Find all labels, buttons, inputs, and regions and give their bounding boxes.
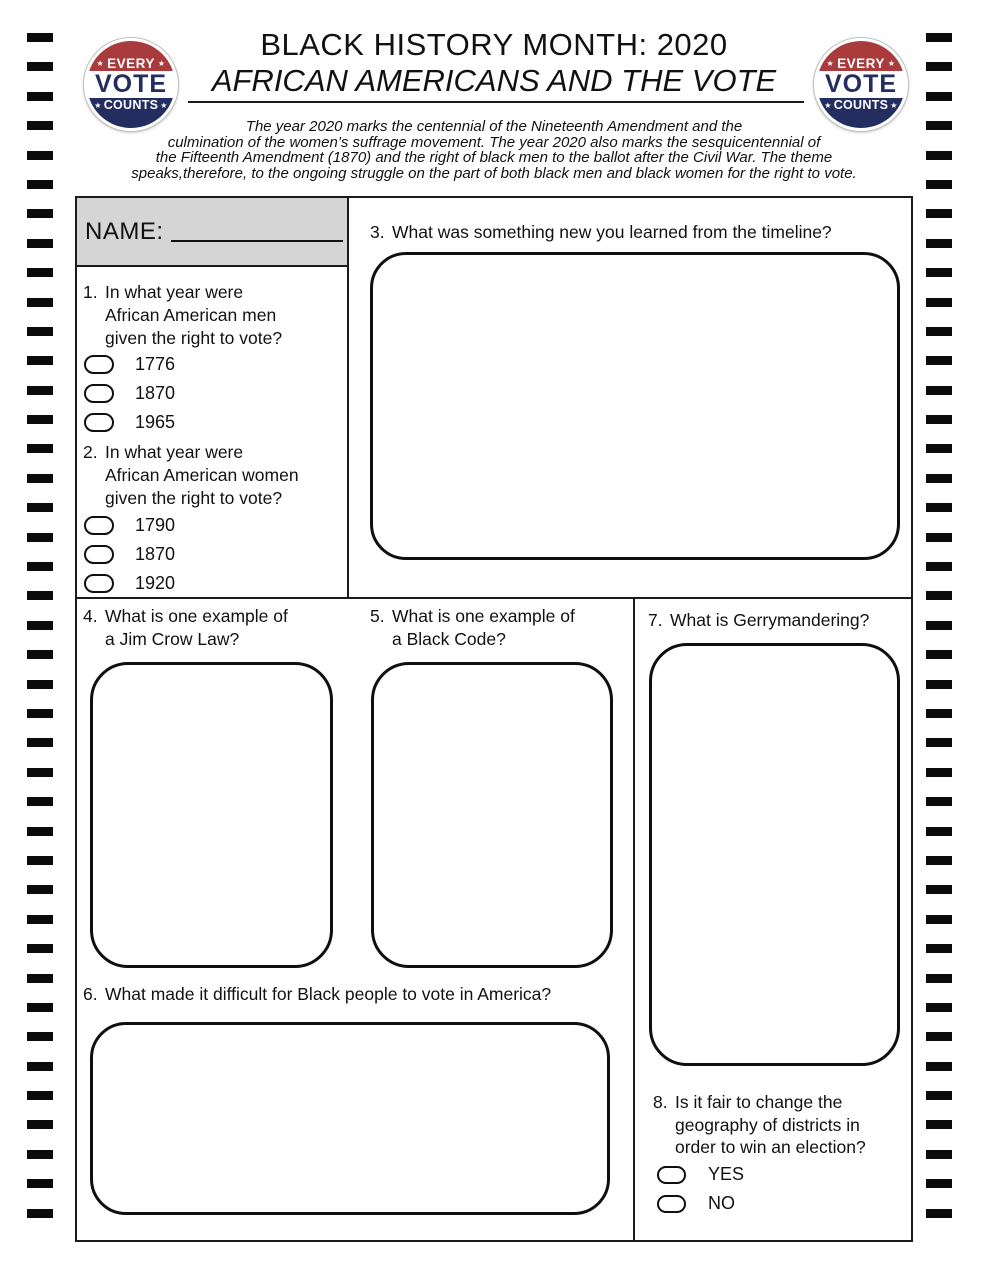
timing-mark — [926, 386, 952, 395]
timing-mark — [27, 768, 53, 777]
timing-mark — [27, 709, 53, 718]
timing-mark — [926, 298, 952, 307]
star-icon: ★ — [96, 59, 105, 69]
question-6-text: What made it difficult for Black people to vote in America? — [105, 984, 552, 1004]
intro-line: The year 2020 marks the centennial of the Nineteenth Amendment and the — [245, 118, 743, 135]
answer-box-q3[interactable] — [370, 252, 900, 560]
star-icon: ★ — [824, 100, 832, 110]
ballot-timing-marks-right — [926, 33, 952, 1218]
badge-vote-label: VOTE — [824, 69, 898, 98]
timing-mark — [926, 533, 952, 542]
question-3-text: What was something new you learned from the timeline? — [392, 222, 832, 242]
question-3-number: 3. — [370, 222, 385, 242]
question-1-number: 1. — [83, 282, 98, 302]
option-1920[interactable]: 1920 — [84, 573, 175, 594]
timing-mark — [926, 650, 952, 659]
option-1965[interactable]: 1965 — [84, 412, 175, 433]
grid-divider-vertical-bottom — [633, 597, 635, 1242]
star-icon: ★ — [887, 59, 896, 69]
timing-mark — [27, 180, 53, 189]
timing-mark — [926, 562, 952, 571]
timing-mark — [27, 415, 53, 424]
timing-mark — [926, 415, 952, 424]
timing-mark — [926, 885, 952, 894]
answer-box-q6[interactable] — [90, 1022, 610, 1215]
timing-mark — [27, 738, 53, 747]
timing-mark — [27, 356, 53, 365]
question-6 — [83, 983, 551, 1006]
timing-mark — [926, 591, 952, 600]
timing-mark — [27, 974, 53, 983]
badge-top-label: EVERY — [837, 56, 885, 72]
timing-mark — [27, 944, 53, 953]
timing-mark — [27, 885, 53, 894]
ballot-oval-icon[interactable] — [84, 355, 114, 374]
timing-mark — [926, 974, 952, 983]
timing-mark — [926, 1003, 952, 1012]
every-vote-counts-badge-left — [84, 38, 178, 131]
ballot-oval-icon[interactable] — [84, 574, 114, 593]
question-4-number: 4. — [83, 606, 98, 626]
page-subtitle: AFRICAN AMERICANS AND THE VOTE — [211, 63, 777, 98]
timing-mark — [926, 1032, 952, 1041]
ballot-timing-marks-left — [27, 33, 53, 1218]
question-8-options — [657, 1164, 744, 1214]
timing-mark — [27, 268, 53, 277]
option-no[interactable]: NO — [657, 1193, 744, 1214]
answer-box-q4[interactable] — [90, 662, 333, 968]
question-8 — [653, 1091, 866, 1159]
question-2-options — [84, 515, 175, 594]
timing-mark — [926, 797, 952, 806]
option-1870-q2[interactable]: 1870 — [84, 544, 175, 565]
timing-mark — [27, 797, 53, 806]
timing-mark — [926, 709, 952, 718]
timing-mark — [926, 1209, 952, 1218]
question-7-text: What is Gerrymandering? — [670, 610, 870, 630]
timing-mark — [27, 386, 53, 395]
option-1870[interactable]: 1870 — [84, 383, 175, 404]
name-label: NAME: — [85, 217, 164, 245]
timing-mark — [926, 768, 952, 777]
ballot-oval-icon[interactable] — [84, 516, 114, 535]
ballot-oval-icon[interactable] — [84, 545, 114, 564]
timing-mark — [926, 856, 952, 865]
timing-mark — [27, 444, 53, 453]
ballot-oval-icon[interactable] — [657, 1166, 686, 1184]
timing-mark — [27, 591, 53, 600]
timing-mark — [926, 268, 952, 277]
timing-mark — [926, 827, 952, 836]
timing-mark — [27, 1091, 53, 1100]
badge-middle-band — [87, 71, 175, 97]
grid-divider-horizontal — [75, 597, 913, 599]
star-icon: ★ — [890, 100, 898, 110]
question-8-text: Is it fair to change the geography of districts in order to win an election? — [675, 1092, 866, 1157]
question-5 — [370, 605, 575, 651]
star-icon: ★ — [94, 100, 102, 110]
question-2 — [83, 441, 299, 510]
timing-mark — [27, 239, 53, 248]
timing-mark — [926, 621, 952, 630]
grid-divider-vertical-top — [347, 196, 349, 599]
timing-mark — [27, 1032, 53, 1041]
page-title: BLACK HISTORY MONTH: 2020 — [260, 27, 728, 62]
timing-mark — [27, 533, 53, 542]
question-7-number: 7. — [648, 610, 663, 630]
timing-mark — [27, 33, 53, 42]
timing-mark — [27, 62, 53, 71]
timing-mark — [926, 944, 952, 953]
timing-mark — [27, 1150, 53, 1159]
timing-mark — [926, 738, 952, 747]
timing-mark — [926, 1091, 952, 1100]
ballot-oval-icon[interactable] — [84, 413, 114, 432]
intro-line: culmination of the women’s suffrage movement. The year 2020 also marks the sesquicentennial of — [167, 133, 821, 151]
title-divider — [188, 101, 804, 103]
timing-mark — [926, 474, 952, 483]
option-1776[interactable]: 1776 — [84, 354, 175, 375]
question-5-number: 5. — [370, 606, 385, 626]
timing-mark — [27, 827, 53, 836]
question-4-text: What is one example of a Jim Crow Law? — [105, 606, 288, 649]
name-input-line[interactable] — [171, 222, 343, 242]
timing-mark — [926, 1179, 952, 1188]
star-icon: ★ — [157, 59, 166, 69]
timing-mark — [926, 62, 952, 71]
question-8-number: 8. — [653, 1092, 668, 1112]
every-vote-counts-badge-right — [814, 38, 908, 131]
timing-mark — [27, 121, 53, 130]
timing-mark — [926, 239, 952, 248]
timing-mark — [27, 209, 53, 218]
timing-mark — [27, 298, 53, 307]
timing-mark — [27, 562, 53, 571]
timing-mark — [27, 1062, 53, 1071]
timing-mark — [926, 680, 952, 689]
star-icon: ★ — [826, 59, 835, 69]
timing-mark — [926, 1062, 952, 1071]
timing-mark — [27, 503, 53, 512]
question-1-text: In what year were African American men given the right to vote? — [105, 282, 283, 348]
timing-mark — [926, 1120, 952, 1129]
star-icon: ★ — [160, 100, 168, 110]
badge-top-band — [817, 41, 905, 71]
timing-mark — [27, 1179, 53, 1188]
timing-mark — [926, 180, 952, 189]
timing-mark — [27, 327, 53, 336]
timing-mark — [27, 680, 53, 689]
question-5-text: What is one example of a Black Code? — [392, 606, 575, 649]
timing-mark — [926, 444, 952, 453]
badge-top-band — [87, 41, 175, 71]
question-3 — [370, 221, 832, 244]
timing-mark — [27, 856, 53, 865]
ballot-oval-icon[interactable] — [657, 1195, 686, 1213]
question-2-number: 2. — [83, 442, 98, 462]
option-1790[interactable]: 1790 — [84, 515, 175, 536]
badge-top-label: EVERY — [107, 56, 155, 72]
answer-box-q7[interactable] — [649, 643, 900, 1066]
intro-paragraph — [70, 119, 918, 181]
badge-bottom-label: COUNTS — [833, 97, 889, 112]
timing-mark — [27, 1120, 53, 1129]
answer-box-q5[interactable] — [371, 662, 613, 968]
timing-mark — [926, 503, 952, 512]
badge-bottom-label: COUNTS — [103, 97, 159, 112]
timing-mark — [926, 327, 952, 336]
timing-mark — [27, 915, 53, 924]
timing-mark — [27, 474, 53, 483]
question-2-text: In what year were African American women given the right to vote? — [105, 442, 299, 508]
timing-mark — [926, 33, 952, 42]
name-field — [77, 198, 347, 267]
timing-mark — [926, 121, 952, 130]
timing-mark — [27, 1003, 53, 1012]
intro-line: speaks,therefore, to the ongoing struggle on the part of both black men and black women for the right to vote. — [131, 164, 857, 182]
badge-middle-band — [817, 71, 905, 97]
timing-mark — [926, 915, 952, 924]
timing-mark — [27, 1209, 53, 1218]
timing-mark — [926, 356, 952, 365]
timing-mark — [926, 92, 952, 101]
question-1 — [83, 281, 282, 350]
timing-mark — [27, 621, 53, 630]
badge-vote-label: VOTE — [94, 69, 168, 98]
timing-mark — [27, 92, 53, 101]
question-1-options — [84, 354, 175, 433]
timing-mark — [27, 151, 53, 160]
timing-mark — [926, 1150, 952, 1159]
question-7 — [648, 609, 869, 632]
timing-mark — [926, 151, 952, 160]
question-4 — [83, 605, 288, 651]
timing-mark — [27, 650, 53, 659]
option-yes[interactable]: YES — [657, 1164, 744, 1185]
ballot-oval-icon[interactable] — [84, 384, 114, 403]
question-6-number: 6. — [83, 984, 98, 1004]
timing-mark — [926, 209, 952, 218]
intro-line: the Fifteenth Amendment (1870) and the right of black men to the ballot after the Civil War. The theme — [155, 149, 833, 166]
